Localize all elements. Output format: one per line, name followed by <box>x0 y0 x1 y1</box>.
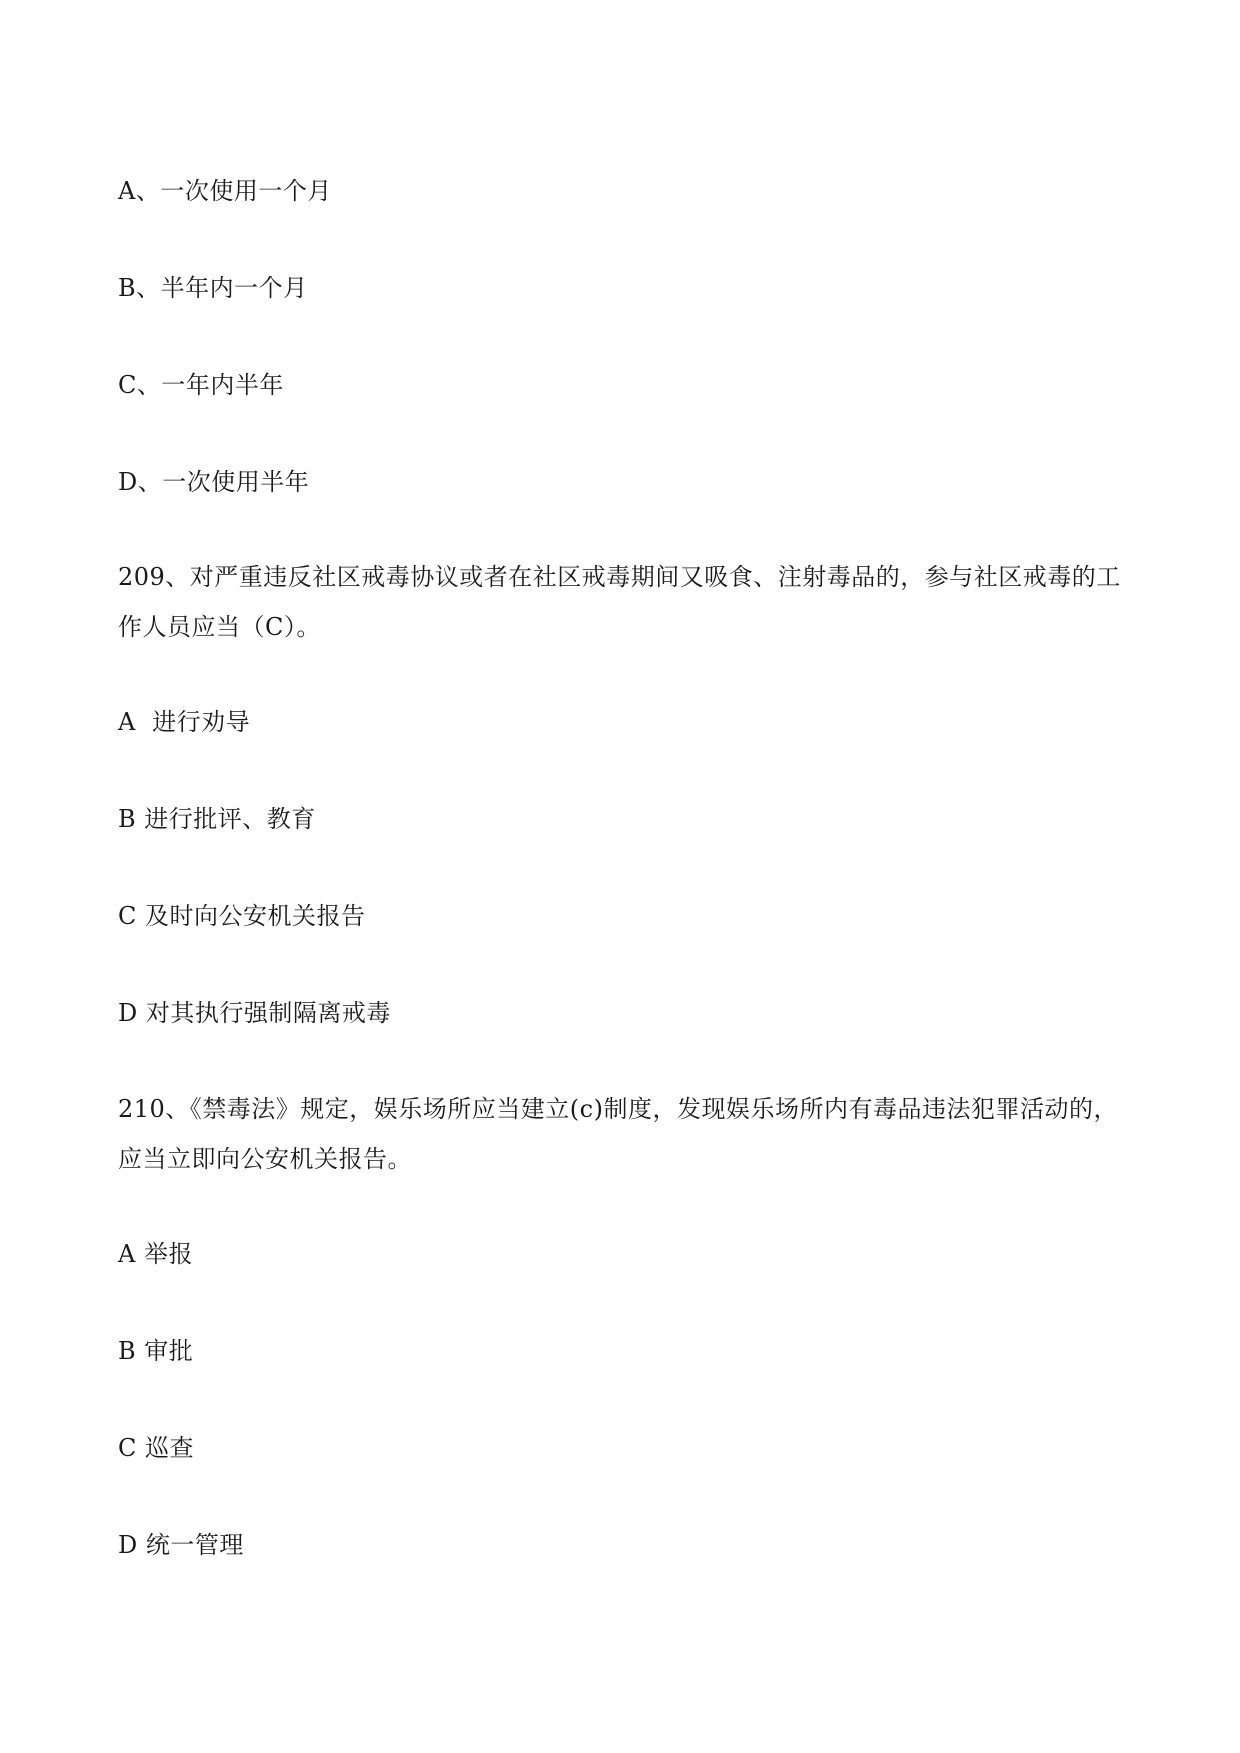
option-d: D、一次使用半年 <box>118 468 310 496</box>
option-b: B 进行批评、教育 <box>118 805 316 833</box>
option-a: A 进行劝导 <box>118 708 251 736</box>
option-d: D 统一管理 <box>118 1531 244 1559</box>
option-c: C 巡查 <box>118 1434 194 1462</box>
question-209-line-1: 209、对严重违反社区戒毒协议或者在社区戒毒期间又吸食、注射毒品的，参与社区戒毒的工 <box>118 563 1121 591</box>
option-c: C 及时向公安机关报告 <box>118 902 366 930</box>
option-a: A、一次使用一个月 <box>118 177 332 205</box>
question-210 <box>118 1084 1128 1184</box>
question-210-line-1: 210、《禁毒法》规定，娱乐场所应当建立(c)制度，发现娱乐场所内有毒品违法犯罪活动的， <box>118 1095 1118 1123</box>
option-a: A 举报 <box>118 1240 193 1268</box>
option-c: C、一年内半年 <box>118 371 284 399</box>
option-b: B 审批 <box>118 1337 194 1365</box>
option-b: B、半年内一个月 <box>118 274 308 302</box>
option-d: D 对其执行强制隔离戒毒 <box>118 999 391 1027</box>
question-209 <box>118 552 1128 652</box>
question-210-line-2: 应当立即向公安机关报告。 <box>118 1145 412 1173</box>
question-209-line-2: 作人员应当（C）。 <box>118 613 321 641</box>
